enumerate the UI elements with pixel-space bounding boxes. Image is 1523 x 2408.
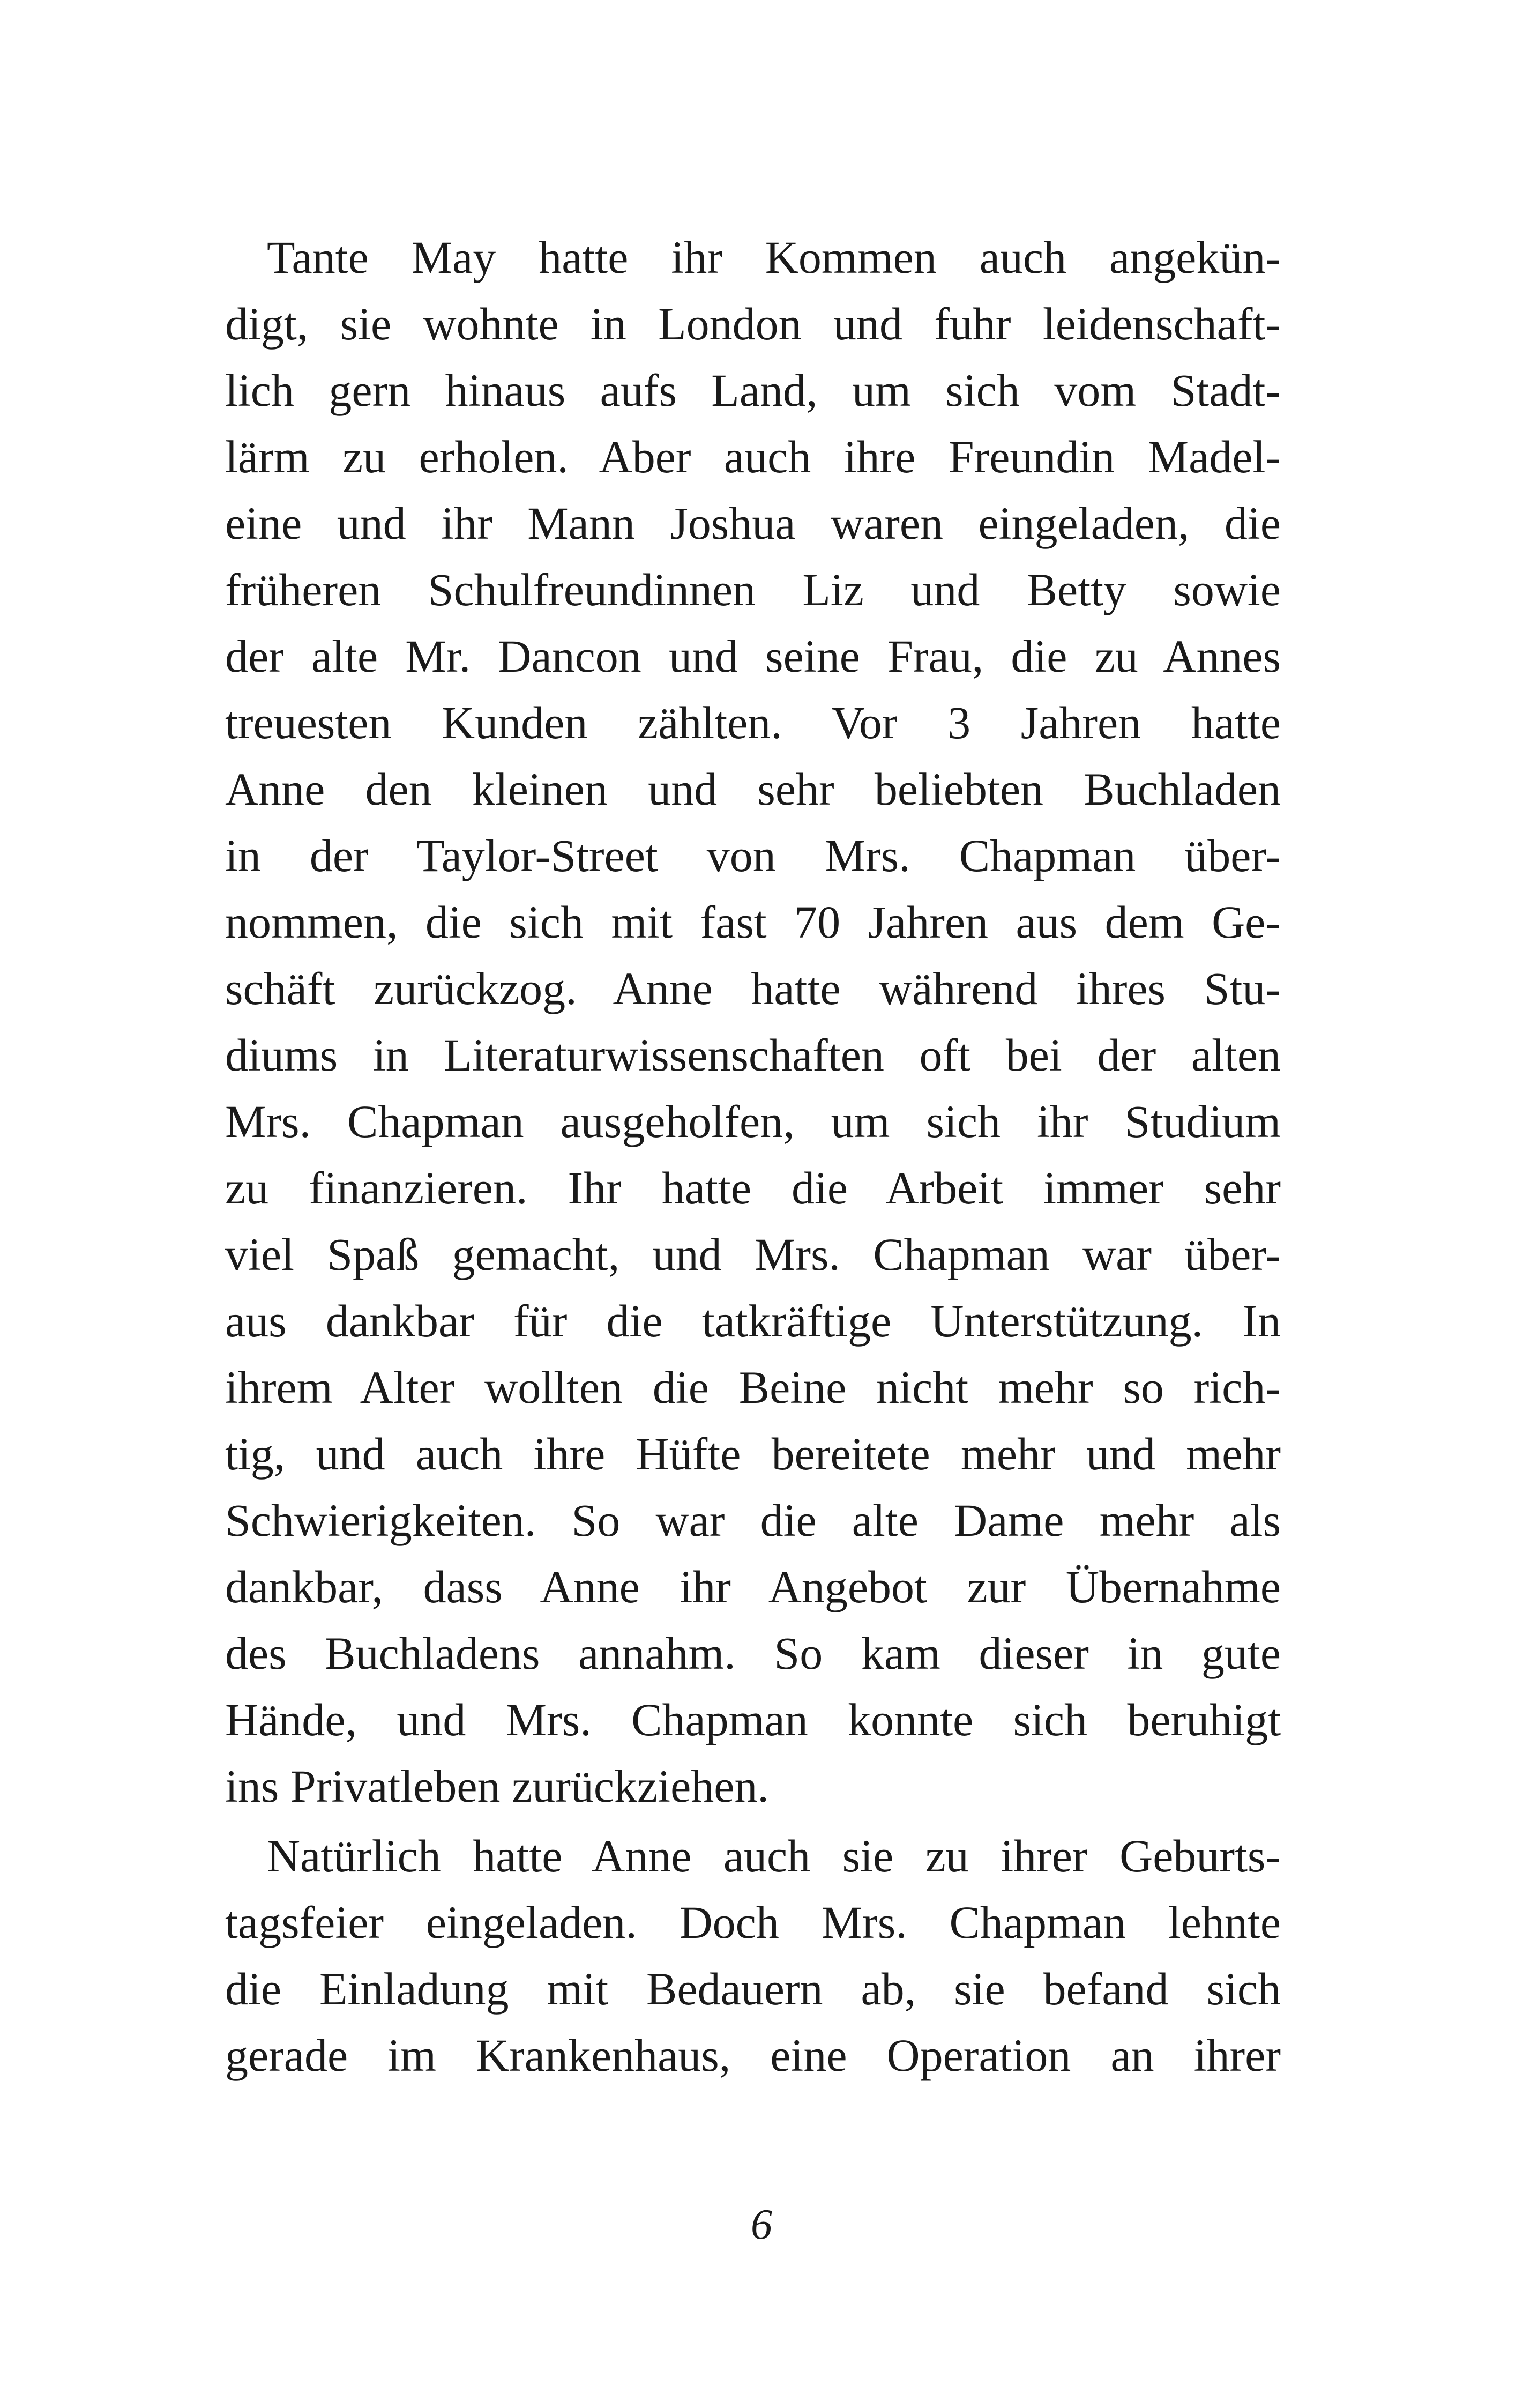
text-line: treuesten Kunden zählten. Vor 3 Jahren hatte [225,697,1281,748]
text-line: nommen, die sich mit fast 70 Jahren aus dem Ge- [225,896,1281,948]
text-line: schäft zurückzog. Anne hatte während ihres Stu- [225,963,1281,1014]
text-line: lärm zu erholen. Aber auch ihre Freundin Madel- [225,431,1281,482]
text-line: Mrs. Chapman ausgeholfen, um sich ihr Studium [225,1096,1281,1147]
text-line: dankbar, dass Anne ihr Angebot zur Übernahme [225,1561,1281,1612]
text-line: aus dankbar für die tatkräftige Unterstützung. In [225,1295,1281,1347]
text-line: diums in Literaturwissenschaften oft bei der alten [225,1029,1281,1081]
text-line: gerade im Krankenhaus, eine Operation an ihrer [225,2030,1281,2081]
text-line: tig, und auch ihre Hüfte bereitete mehr und mehr [225,1428,1281,1480]
text-line: Hände, und Mrs. Chapman konnte sich beruhigt [225,1694,1281,1745]
text-line: eine und ihr Mann Joshua waren eingeladen, die [225,497,1281,549]
text-line: zu finanzieren. Ihr hatte die Arbeit immer sehr [225,1162,1281,1214]
text-line: lich gern hinaus aufs Land, um sich vom Stadt- [225,365,1281,416]
paragraph-1 [225,224,1281,1819]
body-text [225,224,1281,2089]
text-line: Schwierigkeiten. So war die alte Dame mehr als [225,1495,1281,1546]
text-line: Natürlich hatte Anne auch sie zu ihrer Geburts- [267,1830,1281,1882]
page-number: 6 [751,2201,772,2248]
text-line: Anne den kleinen und sehr beliebten Buchladen [225,763,1281,815]
text-line: digt, sie wohnte in London und fuhr leidenschaft- [225,298,1281,350]
text-line: in der Taylor-Street von Mrs. Chapman über- [225,830,1281,881]
text-line: der alte Mr. Dancon und seine Frau, die zu Annes [225,630,1281,682]
text-line: die Einladung mit Bedauern ab, sie befand sich [225,1963,1281,2015]
text-line: viel Spaß gemacht, und Mrs. Chapman war über- [225,1229,1281,1280]
text-line: ins Privatleben zurückziehen. [225,1760,769,1812]
text-line: Tante May hatte ihr Kommen auch angekün- [267,232,1281,283]
text-line: des Buchladens annahm. So kam dieser in gute [225,1627,1281,1679]
text-line: tagsfeier eingeladen. Doch Mrs. Chapman lehnte [225,1897,1281,1948]
text-line: ihrem Alter wollten die Beine nicht mehr so rich- [225,1362,1281,1413]
text-line: früheren Schulfreundinnen Liz und Betty sowie [225,564,1281,615]
paragraph-2 [225,1823,1281,2089]
